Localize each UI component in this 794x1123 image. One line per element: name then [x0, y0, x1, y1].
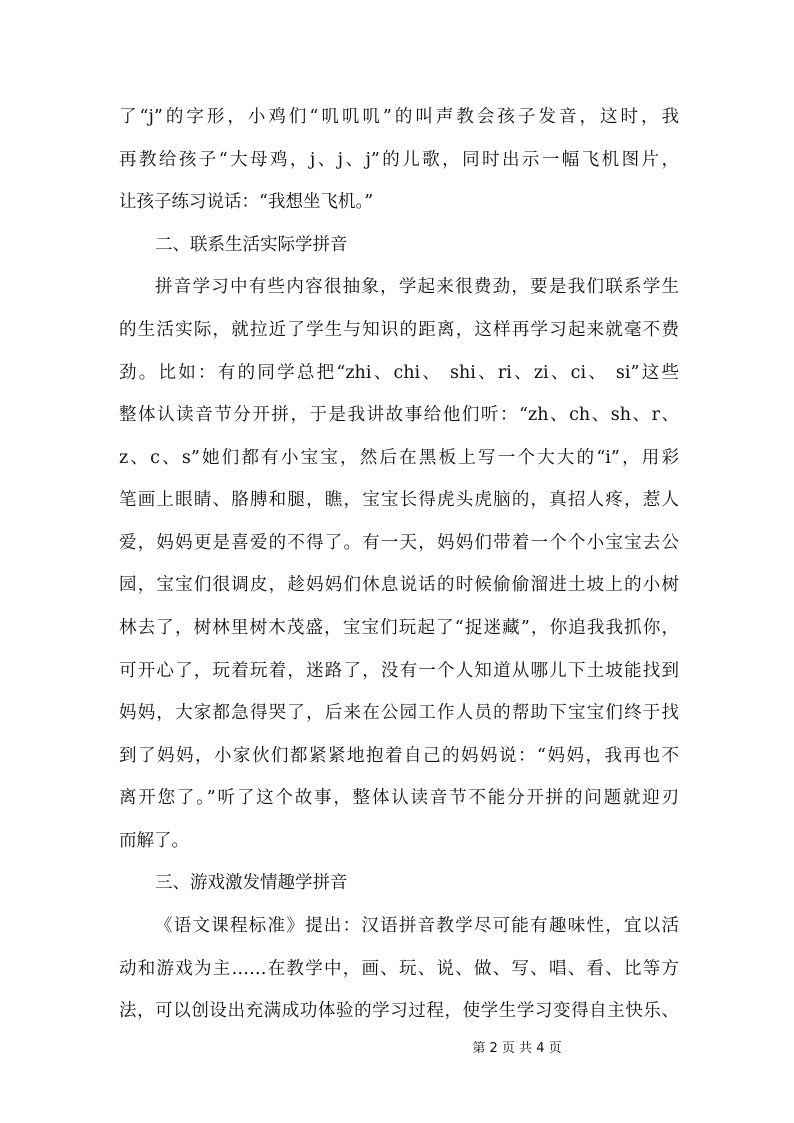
paragraph-line: 整体认读音节分开拼，于是我讲故事给他们听：“zh、ch、sh、r、 [119, 405, 679, 425]
paragraph-line: 拼音学习中有些内容很抽象，学起来很费劲，要是我们联系学生 [155, 277, 679, 297]
paragraph-line: 而解了。 [119, 831, 189, 851]
paragraph-line: 笔画上眼睛、胳膊和腿，瞧，宝宝长得虎头虎脑的，真招人疼，惹人 [119, 490, 679, 510]
paragraph-line: 到了妈妈，小家伙们都紧紧地抱着自己的妈妈说：“妈妈，我再也不 [119, 746, 679, 766]
paragraph-line: 妈妈，大家都急得哭了，后来在公园工作人员的帮助下宝宝们终于找 [119, 703, 679, 723]
paragraph-line: 《语文课程标准》提出：汉语拼音教学尽可能有趣味性，宜以活 [155, 916, 679, 936]
paragraph-line: 再教给孩子“大母鸡，j、j、j”的儿歌，同时出示一幅飞机图片， [119, 150, 679, 170]
paragraph-line: 林去了，树林里树木茂盛，宝宝们玩起了“捉迷藏”，你追我我抓你， [119, 618, 679, 638]
paragraph-line: 动和游戏为主……在教学中，画、玩、说、做、写、唱、看、比等方 [119, 959, 679, 979]
paragraph-line: 劲。比如：有的同学总把“zhi、chi、 shi、ri、zi、ci、 si”这些 [119, 363, 679, 383]
paragraph-line: 让孩子练习说话：“我想坐飞机。” [119, 192, 374, 212]
paragraph-line: 了“j”的字形，小鸡们“叽叽叽”的叫声教会孩子发音，这时，我 [119, 107, 679, 127]
paragraph-line: 离开您了。”听了这个故事，整体认读音节不能分开拼的问题就迎刃 [119, 788, 679, 808]
paragraph-line: z、c、s”她们都有小宝宝，然后在黑板上写一个大大的“i”，用彩 [119, 448, 679, 468]
section-heading: 三、游戏激发情趣学拼音 [155, 873, 348, 893]
section-heading: 二、联系生活实际学拼音 [155, 235, 348, 255]
paragraph-line: 法，可以创设出充满成功体验的学习过程，使学生学习变得自主快乐、 [119, 1001, 679, 1021]
paragraph-line: 爱，妈妈更是喜爱的不得了。有一天，妈妈们带着一个个小宝宝去公 [119, 533, 679, 553]
paragraph-line: 的生活实际，就拉近了学生与知识的距离，这样再学习起来就毫不费 [119, 320, 679, 340]
paragraph-line: 可开心了，玩着玩着，迷路了，没有一个人知道从哪儿下土坡能找到 [119, 661, 679, 681]
page-number: 第 2 页 共 4 页 [472, 1041, 562, 1056]
paragraph-line: 园，宝宝们很调皮，趁妈妈们休息说话的时候偷偷溜进土坡上的小树 [119, 575, 679, 595]
